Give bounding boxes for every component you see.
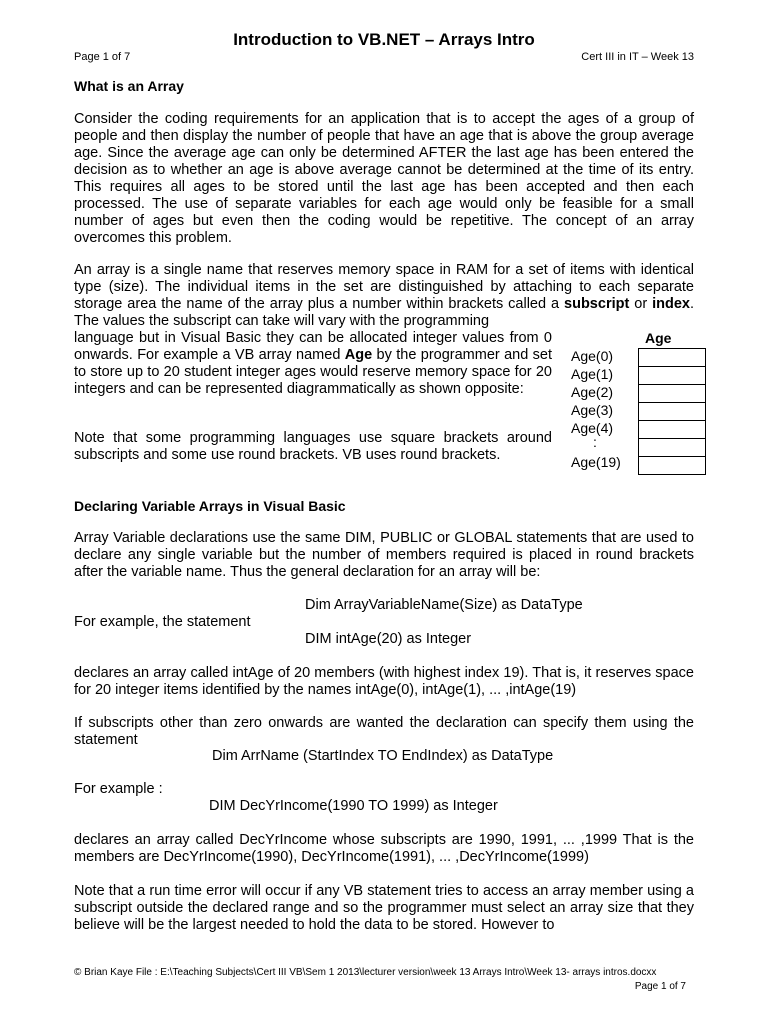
code-decyrincome-declaration: DIM DecYrIncome(1990 TO 1999) as Integer: [209, 798, 498, 814]
diagram-memory-cells: [638, 348, 706, 475]
paragraph-text: by the programmer and set to store up to 20 student integer ages would reserve memory space for 20 integers and can be represented diagrammatically as shown opposite:: [74, 347, 552, 397]
diagram-label: Age(4): [571, 420, 614, 436]
paragraph-intro: Consider the coding requirements for an application that is to accept the ages of a group of people and then display the number of people that have an age that is above the group average age. Since the average age can only be determined AFTER the last age has been entered the decision as to whether an age is above average cannot be determined at the time of its entry. This requires all ages to be stored until the last age has been accepted and then each processed. The use of separate variables for each age would only be feasible for a small number of ages but even then the coding would be repetitive. The concept of an array overcomes this problem.: [74, 111, 694, 246]
footer-file-path: © Brian Kaye File : E:\Teaching Subjects\Cert III VB\Sem 1 2013\lecturer version\week 13 Arrays Intro\Week 13- arrays intros.docxx: [74, 967, 657, 978]
paragraph-intage-explanation: declares an array called intAge of 20 members (with highest index 19). That is, it reserves space for 20 integer items identified by the names intAge(0), intAge(1), ... ,intAge(19): [74, 665, 694, 698]
section-heading-what-is-array: What is an Array: [74, 78, 184, 94]
paragraph-array-definition: [74, 262, 694, 330]
paragraph-decyrincome-explanation: declares an array called DecYrIncome whose subscripts are 1990, 1991, ... ,1999 That is the members are DecYrIncome(1990), DecYrIncome(1991), ... ,DecYrIncome(1999): [74, 832, 694, 865]
memory-cell: [639, 457, 705, 474]
memory-cell: [639, 439, 705, 457]
paragraph-runtime-error: Note that a run time error will occur if any VB statement tries to access an array member using a subscript outside the declared range and so the programmer must select an array size that they believe will be the largest needed to hold the data to be stored. However to: [74, 883, 694, 933]
code-intage-declaration: DIM intAge(20) as Integer: [305, 631, 472, 647]
for-example-text: For example, the statement: [74, 614, 251, 630]
memory-cell: [639, 367, 705, 385]
memory-cell: [639, 385, 705, 403]
diagram-label: Age(1): [571, 366, 614, 382]
diagram-label: Age(19): [571, 454, 621, 470]
term-age: Age: [344, 347, 373, 363]
paragraph-declarations: Array Variable declarations use the same DIM, PUBLIC or GLOBAL statements that are used to declare any single variable but the number of members required is placed in round brackets after the variable name. Thus the general declaration for an array will be:: [74, 530, 694, 580]
header-course: Cert III in IT – Week 13: [581, 51, 694, 63]
term-subscript: subscript: [564, 296, 630, 312]
diagram-ellipsis: :: [593, 434, 597, 450]
paragraph-subscript-range: If subscripts other than zero onwards are wanted the declaration can specify them using the statement: [74, 715, 694, 748]
diagram-label: Age(2): [571, 384, 614, 400]
for-example-text: For example :: [74, 781, 163, 797]
code-range-declaration: Dim ArrName (StartIndex TO EndIndex) as DataType: [212, 748, 554, 764]
paragraph-array-example: [74, 330, 552, 398]
memory-cell: [639, 349, 705, 367]
diagram-label: Age(3): [571, 402, 614, 418]
term-index: index: [652, 296, 690, 312]
document-title: Introduction to VB.NET – Arrays Intro: [233, 30, 535, 49]
code-general-declaration: Dim ArrayVariableName(Size) as DataType: [305, 597, 583, 613]
memory-cell: [639, 403, 705, 421]
memory-cell: [639, 421, 705, 439]
paragraph-text: language but in Visual Basic they can be allocated integer values from 0 onwards. For example a VB array named: [74, 330, 552, 363]
paragraph-text: . The values the subscript can take will vary with the programming: [74, 296, 695, 329]
paragraph-text: or: [634, 296, 648, 312]
paragraph-brackets-note: Note that some programming languages use square brackets around subscripts and some use round brackets. VB uses round brackets.: [74, 430, 552, 463]
diagram-title: Age: [645, 330, 672, 346]
paragraph-text: An array is a single name that reserves memory space in RAM for a set of items with identical type (size). The individual items in the set are distinguished by attaching to each separate storage area the name of the array plus a number within brackets called a: [74, 262, 694, 312]
diagram-label: Age(0): [571, 348, 614, 364]
footer-page-number: Page 1 of 7: [634, 981, 686, 992]
header-page-number: Page 1 of 7: [74, 51, 131, 63]
section-heading-declaring: Declaring Variable Arrays in Visual Basic: [74, 498, 346, 514]
